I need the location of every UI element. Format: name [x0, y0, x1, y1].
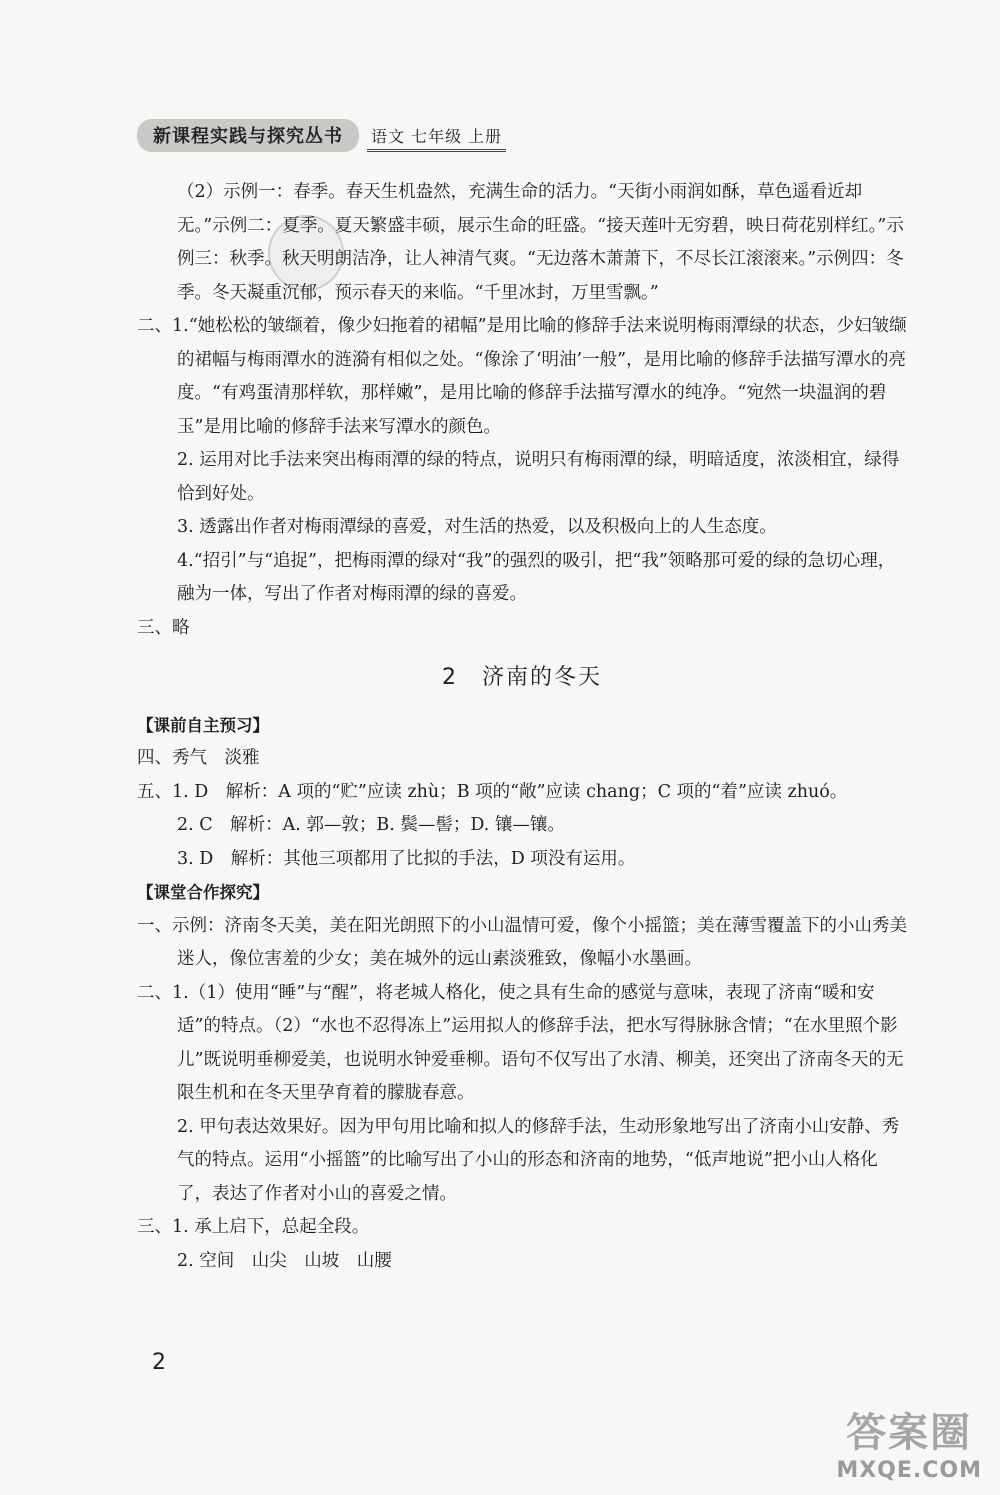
logo-text: 答案圈 [846, 1410, 973, 1456]
section-title: 2 济南的冬天 [442, 665, 602, 690]
class-answer-3-1: 三、1. 承上启下，总起全段。 [137, 1217, 370, 1237]
class-heading: 【课堂合作探究】 [137, 883, 269, 902]
series-badge: 新课程实践与探究丛书 [137, 119, 359, 152]
answer-3: 三、略 [137, 617, 190, 638]
preview-answer-5-2: 2. C 解析：A. 郭—敦；B. 鬓—髻；D. 镶—镶。 [177, 815, 565, 835]
preview-heading: 【课前自主预习】 [137, 715, 269, 735]
answer-2-1: 二、1.“她松松的皱缬着，像少妇拖着的裙幅”是用比喻的修辞手法来说明梅雨潭绿的状态，少妇皱缬的裙幅与梅雨潭水的涟漪有相似之处。“像涂了‘明油’一般”，是用比喻的修辞手法描写潭水的亮度。“有鸡蛋清那样软，那样嫩”，是用比喻的修辞手法描写潭水的纯净。“宛然一块温润的碧玉”是用比喻的修辞手法来写潭水的颜色。 [137, 316, 907, 437]
answer-2-2: 2. 运用对比手法来突出梅雨潭的绿的特点，说明只有梅雨潭的绿，明暗适度，浓淡相宜，绿得恰到好处。 [177, 450, 900, 504]
answer-2-4: 4.“招引”与“追捉”，把梅雨潭的绿对“我”的强烈的吸引，把“我”领略那可爱的绿的急切心理，融为一体，写出了作者对梅雨潭的绿的喜爱。 [177, 550, 896, 604]
answer-2-3: 3. 透露出作者对梅雨潭绿的喜爱，对生活的热爱，以及积极向上的人生态度。 [177, 517, 777, 537]
class-answer-2-1: 二、1.（1）使用“睡”与“醒”，将老城人格化，使之具有生命的感觉与意味，表现了济南“暖和安适”的特点。（2）“水也不忍得冻上”运用拟人的修辞手法，把水写得脉脉含情；“在水里照个影儿”既说明垂柳爱美，也说明水钟爱垂柳。语句不仅写出了水清、柳美，还突出了济南冬天的无限生机和在冬天里孕育着的朦胧春意。 [137, 982, 904, 1103]
preview-answer-5-3: 3. D 解析：其他三项都用了比拟的手法，D 项没有运用。 [177, 848, 636, 869]
preview-answer-4: 四、秀气 淡雅 [137, 748, 260, 768]
class-answer-1: 一、示例：济南冬天美，美在阳光朗照下的小山温情可爱，像个小摇篮；美在薄雪覆盖下的小山秀美迷人，像位害羞的少女；美在城外的远山素淡雅致，像幅小水墨画。 [137, 915, 907, 969]
class-answer-2-2: 2. 甲句表达效果好。因为甲句用比喻和拟人的修辞手法，生动形象地写出了济南小山安静、秀气的特点。运用“小摇篮”的比喻写出了小山的形态和济南的地势，“低声地说”把小山人格化了，表达了作者对小山的喜爱之情。 [177, 1116, 900, 1204]
page-number: 2 [152, 1350, 166, 1375]
page-header [137, 122, 506, 152]
preview-answer-5-1: 五、1. D 解析：A 项的“贮”应读 zhù；B 项的“敞”应读 chang；C 项的“着”应读 zhuó。 [137, 781, 848, 802]
answer-content [137, 176, 907, 1278]
site-logo [836, 1401, 982, 1483]
class-answer-3-2: 2. 空间 山尖 山坡 山腰 [177, 1250, 392, 1271]
answer-item-seasons: （2）示例一：春季。春天生机盎然，充满生命的活力。“天街小雨润如酥，草色遥看近却无。”示例二：夏季。夏天繁盛丰硕，展示生命的旺盛。“接天莲叶无穷碧，映日荷花别样红。”示例三：秋季。秋天明朗洁净，让人神清气爽。“无边落木萧萧下，不尽长江滚滚来。”示例四：冬季。冬天凝重沉郁，预示春天的来临。“千里冰封，万里雪飘。” [177, 182, 904, 303]
logo-url: MXQE.COM [836, 1458, 982, 1483]
subject-label: 语文 七年级 上册 [367, 124, 506, 152]
